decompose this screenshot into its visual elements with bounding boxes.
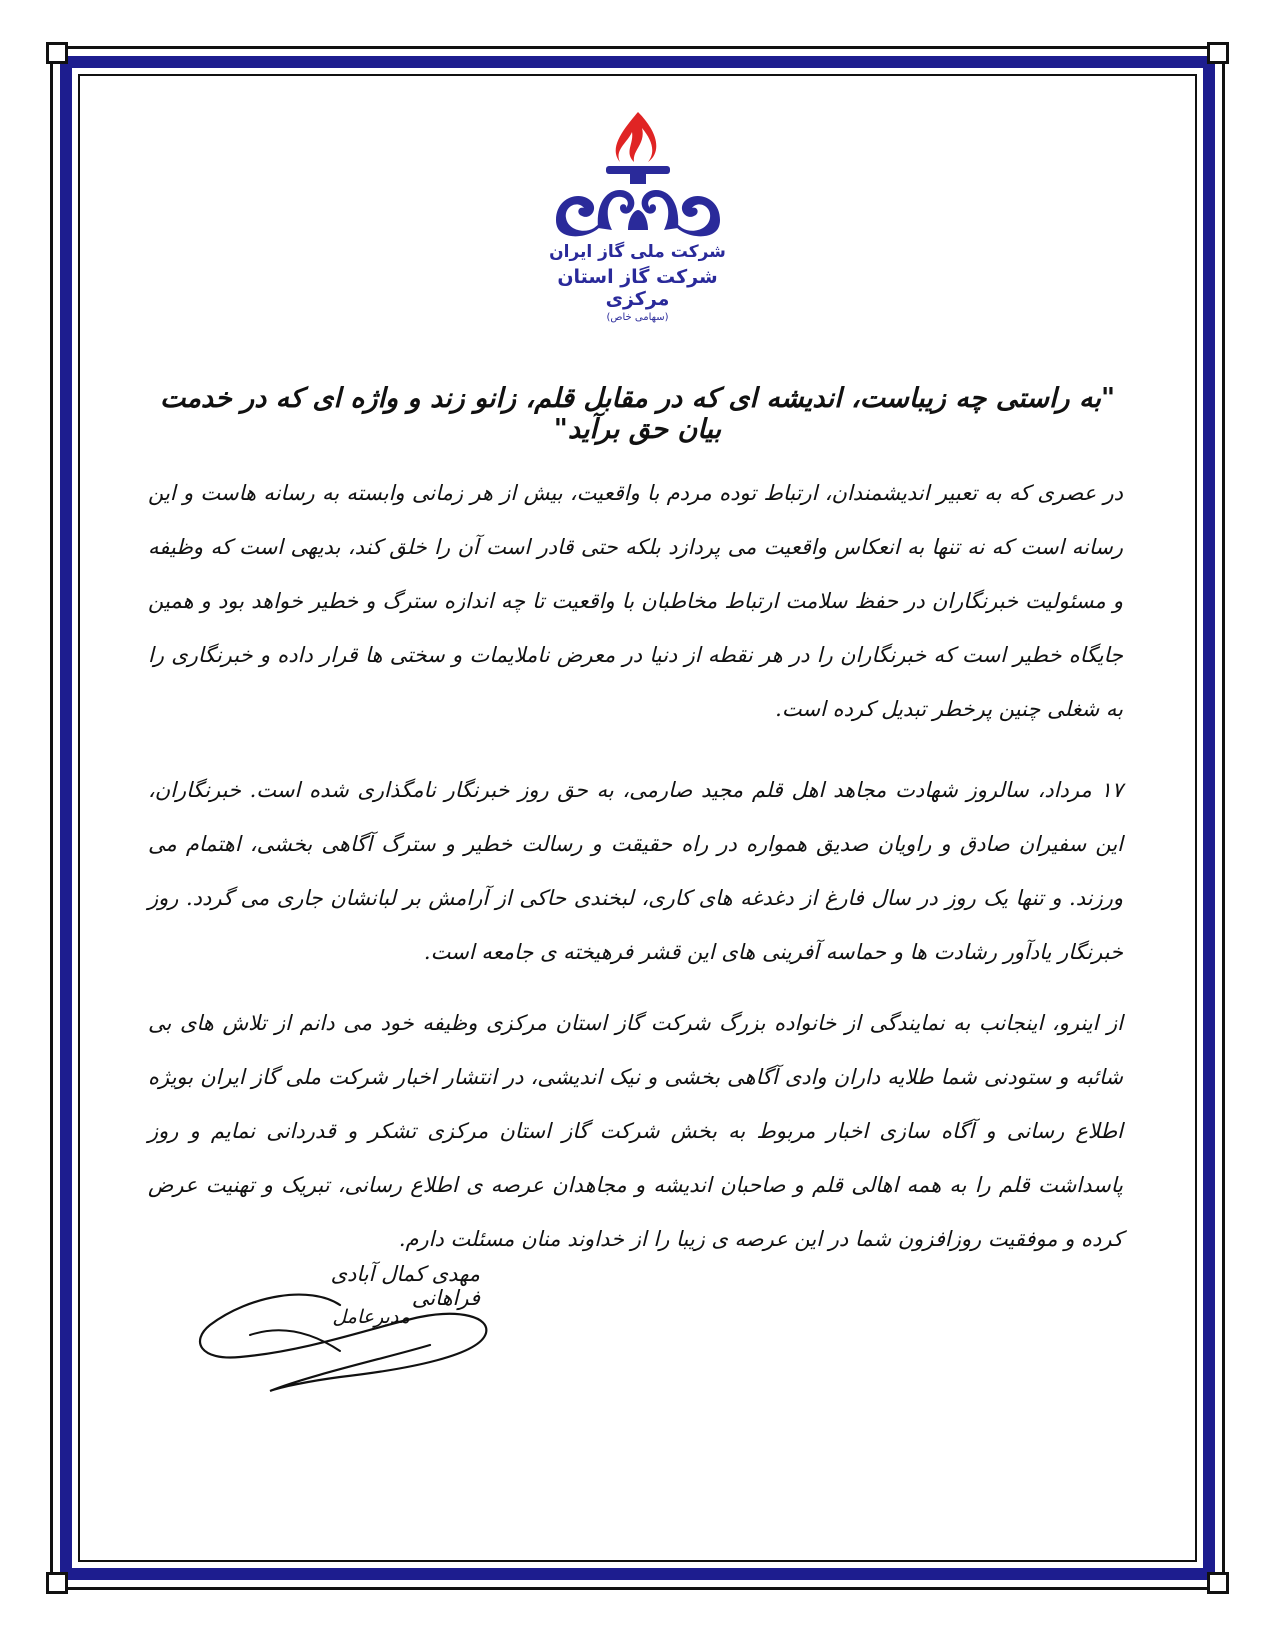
signatory-name: مهدی کمال آبادی فراهانی — [330, 1262, 480, 1310]
signatory-title: مدیرعامل — [332, 1306, 410, 1328]
letter-paragraph-3: از اینرو، اینجانب به نمایندگی از خانواده بزرگ شرکت گاز استان مرکزی وظیفه خود می دانم از تلاش های بی شائبه و ستودنی شما طلایه داران وادی آگاهی بخشی و نیک اندیشی، در انتشار اخبار شرکت ملی گاز ایران بویژه اطلاع رسانی و آگاه سازی اخبار مربوط به بخش شرکت گاز استان مرکزی تشکر و قدردانی نمایم و روز پاسداشت قلم را به همه اهالی قلم و صاحبان اندیشه و مجاهدان عرصه ی اطلاع رسانی، تبریک و تهنیت عرض کرده و موفقیت روزافزون شما در این عرصه ی زیبا را از خداوند منان مسئلت دارم. — [148, 1011, 1123, 1251]
logo-company-name: شرکت گاز استان مرکزی — [557, 266, 718, 310]
letter-paragraph-1: در عصری که به تعبیر اندیشمندان، ارتباط توده مردم با واقعیت، بیش از هر زمانی وابسته به رسانه هاست و این رسانه است که نه تنها به انعکاس واقعیت می پردازد بلکه حتی قادر است آن را خلق کند، بدیهی است که وظیفه و مسئولیت خبرنگاران در حفظ سلامت ارتباط مخاطبان با واقعیت تا چه اندازه سترگ و خطیر خواهد بود و همین جایگاه خطیر است که خبرنگاران را در هر نقطه از دنیا در معرض ناملایمات و سختی ها قرار داده و خبرنگاری را به شغلی چنین پرخطر تبدیل کرده است. — [148, 481, 1123, 721]
logo-company-type: (سهامی خاص) — [606, 312, 669, 323]
border-corner-top-left — [46, 42, 68, 64]
logo-parent-company-name: شرکت ملی گاز ایران — [549, 242, 726, 262]
letter-headline-quote: "به راستی چه زیباست، اندیشه ای که در مقابل قلم، زانو زند و واژه ای که در خدمت بیان حق برآید" — [159, 383, 1116, 445]
border-corner-top-right — [1207, 42, 1229, 64]
handwritten-signature-icon — [190, 1265, 510, 1395]
letter-paragraph-2: ۱۷ مرداد، سالروز شهادت مجاهد اهل قلم مجید صارمی، به حق روز خبرنگار نامگذاری شده است. خبرنگاران، این سفیران صادق و راویان صدیق همواره در راه حقیقت و رسالت خطیر و سترگ آگاهی بخشی، اهتمام می ورزند. و تنها یک روز در سال فارغ از دغدغه های کاری، لبخندی حاکی از آرامش بر لبانشان جاری می گردد. روز خبرنگار یادآور رشادت ها و حماسه آفرینی های این قشر فرهیخته ی جامعه است. — [148, 778, 1123, 964]
nigc-emblem-icon — [548, 110, 728, 240]
border-corner-bottom-right — [1207, 1572, 1229, 1594]
company-logo — [525, 110, 750, 335]
border-corner-bottom-left — [46, 1572, 68, 1594]
